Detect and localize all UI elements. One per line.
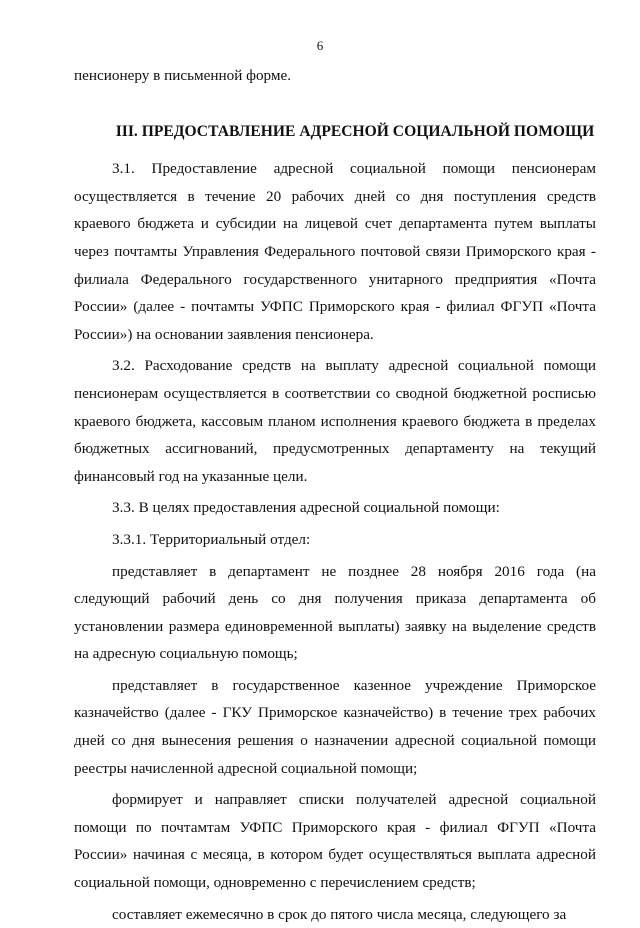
paragraph-3-1: 3.1. Предоставление адресной социальной помощи пенсионерам осуществляется в течение 20 рабочих дней со дня поступления средств краевого бюджета и субсидии на лицевой счет департамента путем выплаты через почтамты Управления Федерального почтовой связи Приморского края - филиала Федерального государственного унитарного предприятия «Почта России» (далее - почтамты УФПС Приморского края - филиал ФГУП «Почта России») на основании заявления пенсионера. xyxy=(74,160,596,343)
paragraph-monthly-report: составляет ежемесячно в срок до пятого числа месяца, следующего за xyxy=(112,905,567,923)
document-body xyxy=(74,62,596,928)
section-title: III. ПРЕДОСТАВЛЕНИЕ АДРЕСНОЙ СОЦИАЛЬНОЙ ПОМОЩИ xyxy=(115,122,595,140)
paragraph-submit-request: представляет в департамент не позднее 28 ноября 2016 года (на следующий рабочий день со дня получения приказа департамента об установлении размера единовременной выплаты) заявку на выделение средств на адресную социальную помощь; xyxy=(74,562,596,663)
page-number: 6 xyxy=(316,38,324,53)
paragraph-3-2: 3.2. Расходование средств на выплату адресной социальной помощи пенсионерам осуществляется в соответствии со сводной бюджетной росписью краевого бюджета, кассовым планом исполнения краевого бюджета в пределах бюджетных ассигнований, предусмотренных департаменту на текущий финансовый год на указанные цели. xyxy=(74,357,596,485)
paragraph-submit-registry: представляет в государственное казенное учреждение Приморское казначейство (далее - ГКУ Приморское казначейство) в течение трех рабочих дней со дня вынесения решения о назначении адресной социальной помощи реестры начисленной адресной социальной помощи; xyxy=(74,676,596,777)
lead-fragment: пенсионеру в письменной форме. xyxy=(74,67,292,84)
paragraph-form-lists: формирует и направляет списки получателей адресной социальной помощи по почтамтам УФПС Приморского края - филиал ФГУП «Почта России» начиная с месяца, в котором будет осуществляться выплата адресной социальной помощи, одновременно с перечислением средств; xyxy=(74,791,596,892)
paragraph-3-3-1: 3.3.1. Территориальный отдел: xyxy=(112,530,311,548)
paragraph-3-3: 3.3. В целях предоставления адресной социальной помощи: xyxy=(112,499,500,517)
